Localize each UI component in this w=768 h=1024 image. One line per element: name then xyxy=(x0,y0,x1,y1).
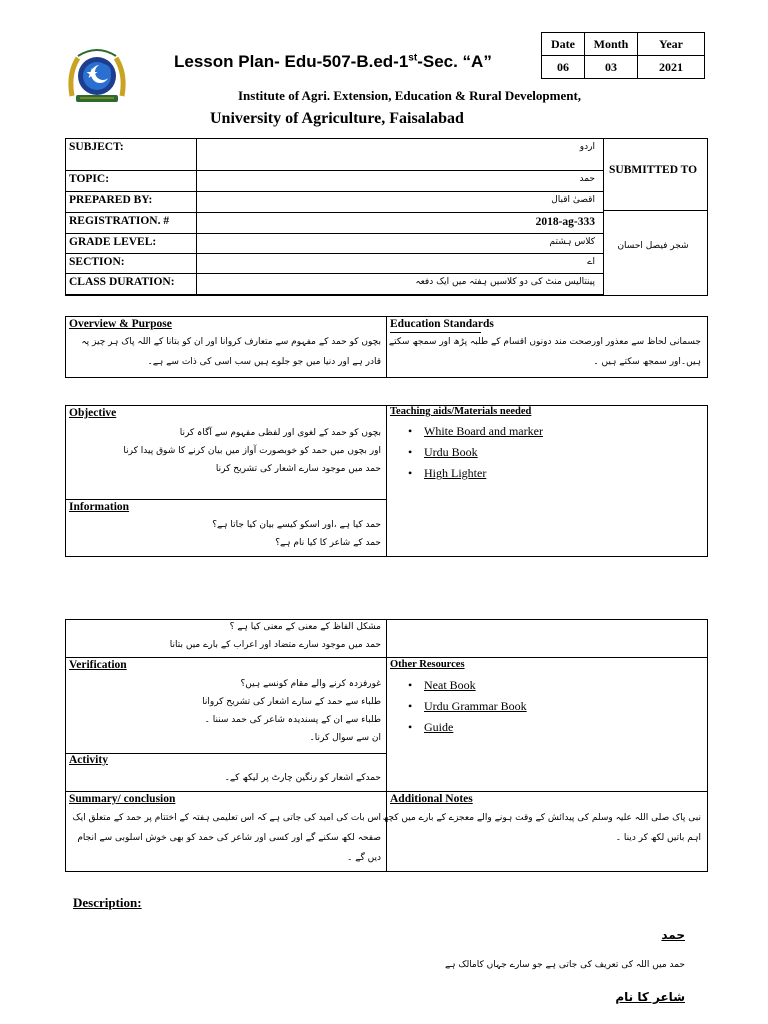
info-row-subject xyxy=(66,139,603,171)
summary-title: Summary/ conclusion xyxy=(69,793,176,805)
grade-level-value: کلاس ہشتم xyxy=(549,237,595,247)
resource-item: • Guide xyxy=(390,720,527,741)
prepared-by-value: اقصیٰ اقبال xyxy=(551,195,595,205)
lesson-detail-box xyxy=(65,619,708,872)
institute-name: Institute of Agri. Extension, Education & Rural Development, xyxy=(238,88,582,103)
objective-line-2: اور بچوں میں حمد کو خوبصورت آواز میں بیان کرنے کا شوق پیدا کرنا xyxy=(123,446,381,456)
subject-value: اردو xyxy=(579,142,595,152)
university-name: University of Agriculture, Faisalabad xyxy=(210,110,464,127)
information-line-1: حمد کیا ہے ،اور اسکو کیسے بیان کیا جاتا ہے؟ xyxy=(212,520,381,530)
teaching-aids-title: Teaching aids/Materials needed xyxy=(390,406,532,417)
overview-line-1: بچوں کو حمد کے مفہوم سے متعارف کروانا اور ان کو بتانا کے اللہ پاک ہر چیز پہ xyxy=(81,337,381,347)
topic-label: TOPIC: xyxy=(69,173,110,185)
title-main: Lesson Plan- Edu-507-B.ed-1 xyxy=(174,52,409,71)
summary-line-2: صفحہ لکھ سکنے گے اور کسی اور شاعر کی حمد کو بھی خوش اسلوبی سے انجام xyxy=(77,833,381,843)
info-row-grade-level xyxy=(66,234,603,254)
information-line-2: حمد کے شاعر کا کیا نام ہے؟ xyxy=(275,538,381,548)
resource-item: • Neat Book xyxy=(390,678,527,699)
hamd-heading: حمد xyxy=(661,928,685,942)
objective-title: Objective xyxy=(69,407,117,419)
description-title: Description: xyxy=(73,895,142,910)
notes-line-1: نبی پاک صلی اللہ علیہ وسلم کی پیدائش کے وقت ہونے والے معجزے کے بارے میں کچھ xyxy=(382,813,701,823)
continuation-line-1: مشکل الفاظ کے معنی کے معنی کیا ہے ؟ xyxy=(229,622,381,632)
submitted-to-label: SUBMITTED TO xyxy=(609,164,698,176)
standards-line-2: ہیں۔اور سمجھ سکتے ہیں ۔ xyxy=(593,357,701,367)
topic-value: حمد xyxy=(579,174,595,184)
info-row-topic xyxy=(66,171,603,192)
summary-line-1: اس بات کی امید کی جاتی ہے کہ اس تعلیمی ہفتہ کے اختتام پر حمد کے متعلق ایک xyxy=(72,813,381,823)
date-header: Date xyxy=(542,33,585,56)
registration-label: REGISTRATION. # xyxy=(69,215,170,227)
lesson-info-table xyxy=(65,138,708,296)
section-value: اے xyxy=(587,257,595,267)
month-value: 03 xyxy=(585,56,638,79)
objective-box xyxy=(65,405,708,557)
information-title: Information xyxy=(69,501,130,513)
activity-title: Activity xyxy=(69,754,108,766)
prepared-by-label: PREPARED BY: xyxy=(69,194,153,206)
teaching-aids-list xyxy=(390,424,543,487)
education-standards-title: Education Standards xyxy=(390,318,494,330)
standards-line-1: جسمانی لحاظ سے معذور اورصحت مند دونوں اقسام کے طلبہ پڑھ اور سمجھ سکتے xyxy=(388,337,701,347)
teaching-aid-item: • Urdu Book xyxy=(390,445,543,466)
title-superscript: st xyxy=(408,52,418,64)
teaching-aid-item: • White Board and marker xyxy=(390,424,543,445)
class-duration-value: پینتالیس منٹ کی دو کلاسیں ہفتہ میں ایک دفعہ xyxy=(415,277,595,287)
date-value: 06 xyxy=(542,56,585,79)
additional-notes-title: Additional Notes xyxy=(390,793,473,805)
overview-title: Overview & Purpose xyxy=(69,318,172,330)
lesson-plan-title xyxy=(174,52,492,72)
registration-value: 2018-ag-333 xyxy=(535,216,595,228)
verification-line-1: غورفزدہ کرنے والے مقام کونسے ہیں؟ xyxy=(240,679,381,689)
summary-line-3: دیں گے ۔ xyxy=(347,853,381,863)
other-resources-list xyxy=(390,678,527,741)
verification-line-2: طلباء سے حمد کے سارے اشعار کی تشریح کروانا xyxy=(202,697,381,707)
objective-line-3: حمد میں موجود سارے اشعار کی تشریح کرنا xyxy=(215,464,381,474)
activity-line-1: حمدکے اشعار کو رنگین چارٹ پر لیکھ کے۔ xyxy=(224,773,381,783)
subject-label: SUBJECT: xyxy=(69,141,124,153)
year-header: Year xyxy=(638,33,705,56)
month-header: Month xyxy=(585,33,638,56)
submitted-to-value: شجر فیصل احسان xyxy=(617,241,689,251)
title-tail: -Sec. “A” xyxy=(417,52,492,71)
hamd-description-line: حمد میں اللہ کی تعریف کی جاتی ہے جو سارے جہاں کامالک ہے xyxy=(444,960,685,970)
info-row-prepared-by xyxy=(66,192,603,213)
overview-standards-box xyxy=(65,316,708,378)
poet-name-heading: شاعر کا نام xyxy=(615,990,685,1004)
resource-item: • Urdu Grammar Book xyxy=(390,699,527,720)
info-row-class-duration xyxy=(66,274,603,295)
other-resources-title: Other Resources xyxy=(390,659,465,670)
date-table xyxy=(541,32,705,79)
verification-line-3: طلباء سے ان کے پسندیدہ شاعر کی حمد سننا ۔ xyxy=(204,715,381,725)
year-value: 2021 xyxy=(638,56,705,79)
grade-level-label: GRADE LEVEL: xyxy=(69,236,157,248)
objective-line-1: بچوں کو حمد کے لغوی اور لفظی مفہوم سے آگاہ کرنا xyxy=(179,428,381,438)
teaching-aid-item: • High Lighter xyxy=(390,466,543,487)
section-label: SECTION: xyxy=(69,256,125,268)
verification-title: Verification xyxy=(69,659,127,671)
info-row-registration xyxy=(66,213,603,234)
info-row-section xyxy=(66,254,603,274)
notes-line-2: اہم باتیں لکھ کر دینا ۔ xyxy=(615,833,701,843)
continuation-line-2: حمد میں موجود سارے متضاد اور اعراب کے بارے میں بتانا xyxy=(169,640,381,650)
overview-line-2: قادر ہے اور دنیا میں جو جلوے ہیں سب اسی کی ذات سے ہے۔ xyxy=(147,357,381,367)
university-logo xyxy=(66,46,128,108)
verification-line-4: ان سے سوال کرنا۔ xyxy=(309,733,381,743)
class-duration-label: CLASS DURATION: xyxy=(69,276,175,288)
